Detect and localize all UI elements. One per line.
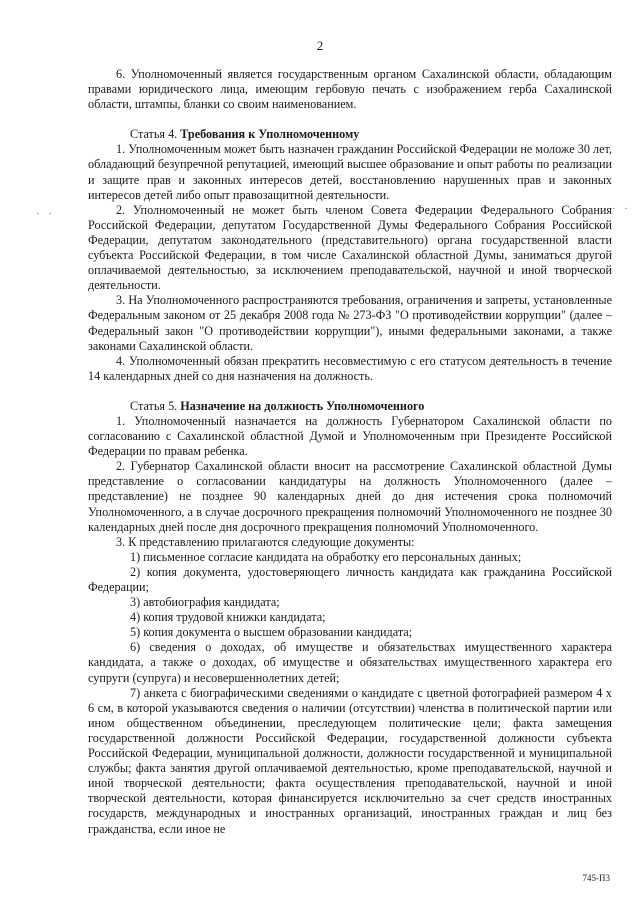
article-5-heading: [88, 399, 612, 414]
article-5-item-1: 1. Уполномоченный назначается на должность Губернатором Сахалинской области по согласованию с Сахалинской областной Думой и Уполномоченным при Президенте Российской Федерации по правам ребенка.: [88, 413, 612, 459]
scan-speck: · ·: [36, 208, 56, 220]
article-4-title: Требования к Уполномоченному: [180, 127, 360, 142]
paragraph-status: 6. Уполномоченный является государственным органом Сахалинской области, обладающим правами юридического лица, имеющим гербовую печать с изображением герба Сахалинской области, штампы, бланки со своим наименованием.: [88, 67, 612, 112]
article-5-item-2: 2. Губернатор Сахалинской области вносит на рассмотрение Сахалинской областной Думы представление о согласовании кандидатуры на должность Уполномоченного (далее – представление) не позднее 90 календарных дней до дня истечения срока полномочий Уполномоченного, а в случае досрочного прекращения полномочий Уполномоченного не позднее 30 календарных дней после дня досрочного прекращения полномочий Уполномоченного.: [88, 459, 612, 534]
document-list-item: 2) копия документа, удостоверяющего личность кандидата как гражданина Российской Федерации;: [88, 564, 612, 594]
document-list-item: 6) сведения о доходах, об имуществе и обязательствах имущественного характера кандидата, а также о доходах, об имуществе и обязательствах имущественного характера его супруги (супруга) и несовершеннолетних детей;: [88, 640, 612, 685]
article-5-prefix: Статья 5.: [130, 398, 181, 413]
article-4-heading: [88, 127, 612, 142]
document-list-item: 7) анкета с биографическими сведениями о кандидате с цветной фотографией размером 4 х 6 см, в которой указываются сведения о наличии (отсутствии) членства в политической партии или ином общественном объединении, преследующем политические цели; факта замещения государственной должности Российской Федерации, государственной должности субъекта Российской Федерации, муниципальной должности, должности государственной и муниципальной службы; факта занятия другой оплачиваемой деятельностью, кроме преподавательской, научной и иной творческой деятельности; факта осуществления преподавательской, научной и иной творческой деятельности, которая финансируется исключительно за счет средств иностранных государств, международных и иностранных организаций, иностранных граждан и лиц без гражданства, если иное не: [88, 685, 612, 836]
article-4-prefix: Статья 4.: [130, 127, 181, 142]
article-4-item-1: 1. Уполномоченным может быть назначен гражданин Российской Федерации не моложе 30 лет, обладающий безупречной репутацией, имеющий высшее образование и опыт работы по реализации и защите прав и законных интересов детей, восстановлению нарушенных прав и законных интересов детей либо опыт правозащитной деятельности.: [88, 142, 612, 202]
document-body: [88, 67, 612, 837]
article-4-item-4: 4. Уполномоченный обязан прекратить несовместимую с его статусом деятельность в течение 14 календарных дней со дня назначения на должность.: [88, 353, 612, 383]
document-list-item: 3) автобиография кандидата;: [130, 595, 280, 610]
document-list-item: 4) копия трудовой книжки кандидата;: [130, 610, 326, 625]
article-5-title: Назначение на должность Уполномоченного: [180, 398, 425, 413]
document-list-item: 1) письменное согласие кандидата на обработку его персональных данных;: [130, 549, 522, 564]
page-number: 2: [316, 38, 324, 53]
article-4-item-2: 2. Уполномоченный не может быть членом Совета Федерации Федерального Собрания Российской Федерации, депутатом Государственной Думы Федерального Собрания Российской Федерации, депутатом законодательного (представительного) органа государственной власти субъекта Российской Федерации, в том числе Сахалинской областной Думы, заниматься другой оплачиваемой деятельностью, за исключением преподавательской, научной и иной творческой деятельности.: [88, 202, 612, 293]
article-4-item-3: 3. На Уполномоченного распространяются требования, ограничения и запреты, установленные Федеральным законом от 25 декабря 2008 года № 273-ФЗ "О противодействии коррупции" (далее – Федеральный закон "О противодействии коррупции"), иными федеральными законами, а также законами Сахалинской области.: [88, 293, 612, 353]
document-list-item: 5) копия документа о высшем образовании кандидата;: [130, 625, 413, 640]
document-code: 745-П3: [582, 873, 610, 883]
scan-speck: · ·: [612, 203, 632, 215]
article-5-item-3: 3. К представлению прилагаются следующие документы:: [116, 534, 415, 549]
